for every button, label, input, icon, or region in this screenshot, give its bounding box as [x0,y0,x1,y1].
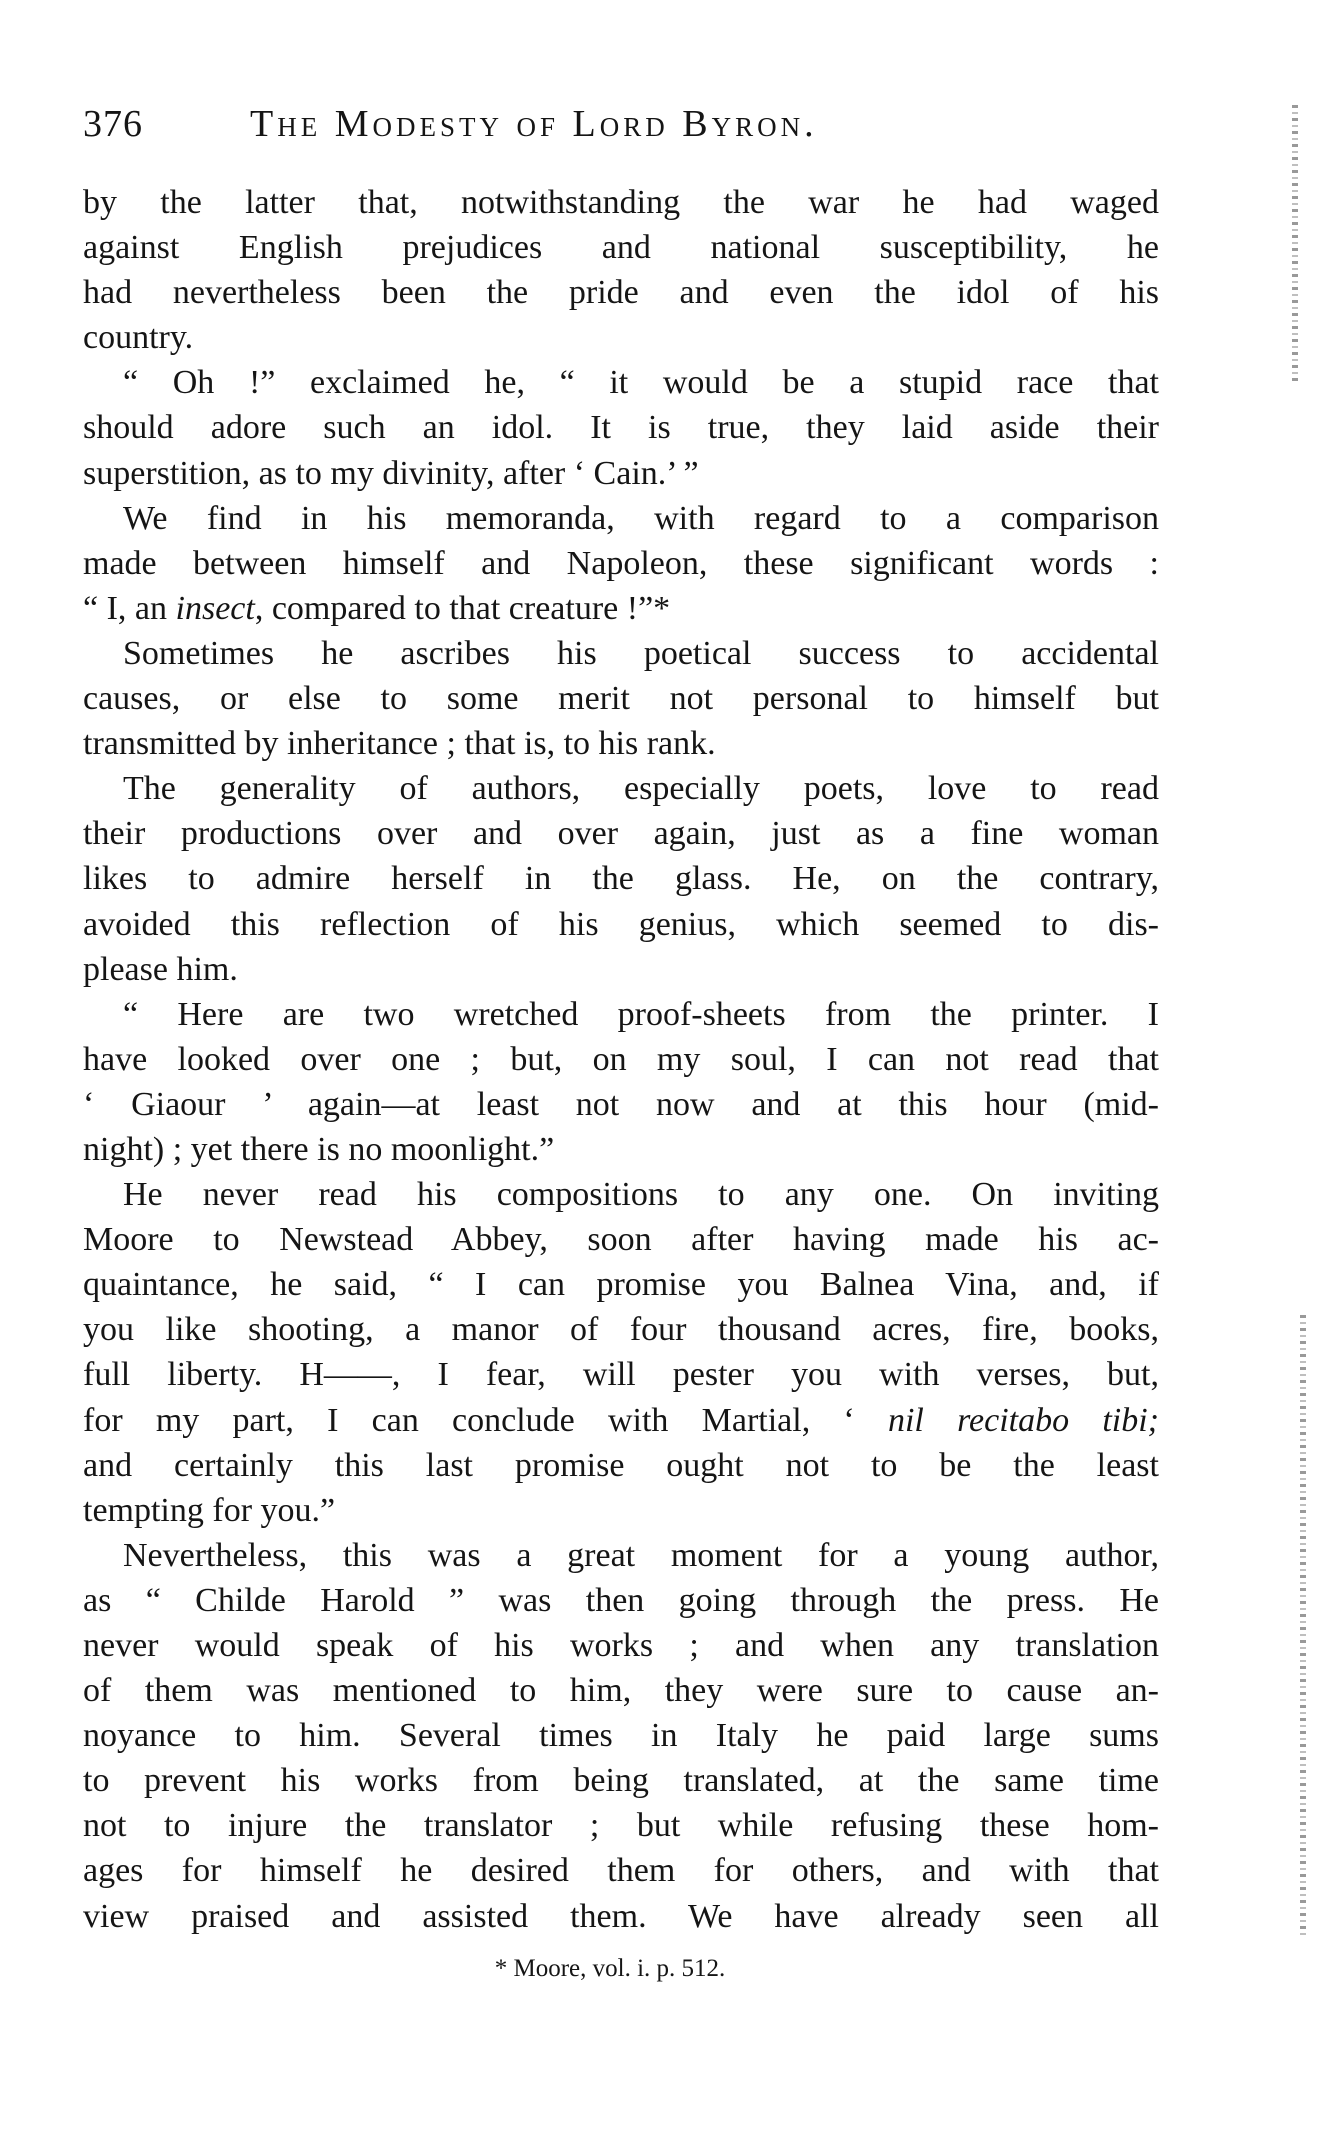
text-line [83,315,1159,360]
footnote: * Moore, vol. i. p. 512. [494,1955,726,1982]
text-segment: by the latter that, notwithstanding the war he had waged [83,184,1159,221]
text-segment: made between himself and Napoleon, these significant words : [83,544,1159,582]
text-segment: ‘ Giaour ’ again—at least not now and at this hour (mid- [83,1085,1159,1123]
text-line [83,1848,1159,1893]
text-segment: noyance to him. Several times in Italy he paid large sums [83,1717,1159,1755]
text-line [83,586,1159,631]
text-line [83,721,1159,766]
binding-edge-mark [1300,1315,1306,1935]
text-segment: for my part, I can conclude with Martial, ‘ [83,1401,888,1439]
text-segment: of them was mentioned to him, they were sure to cause an- [83,1672,1159,1710]
text-segment: should adore such an idol. It is true, they laid aside their [83,409,1159,447]
text-segment: against English prejudices and national susceptibility, he [83,229,1159,267]
text-line [83,1578,1159,1623]
text-line [83,1262,1159,1307]
text-line [83,856,1159,901]
text-segment: have looked over one ; but, on my soul, I can not read that [83,1040,1159,1078]
text-line [83,1352,1159,1397]
text-line [83,1082,1159,1127]
text-segment: , compared to that creature !”* [254,589,671,627]
text-segment: ages for himself he desired them for others, and with that [83,1852,1159,1890]
text-segment: “ Oh !” exclaimed he, “ it would be a stupid race that [123,364,1159,402]
text-segment: avoided this reflection of his genius, which seemed to dis- [83,905,1159,943]
text-segment: “ I, an [83,589,176,627]
text-line [83,1894,1159,1939]
page-number: 376 [83,103,143,145]
text-line [83,496,1159,541]
text-segment: The generality of authors, especially poets, love to read [123,770,1159,808]
text-line [83,631,1159,676]
text-segment: their productions over and over again, just as a fine woman [83,815,1159,853]
text-segment: night) ; yet there is no moonlight.” [83,1130,555,1168]
text-line [83,811,1159,856]
running-title: The Modesty of Lord Byron. [250,103,818,145]
text-segment: please him. [83,950,238,988]
text-segment: transmitted by inheritance ; that is, to his rank. [83,725,716,763]
text-line [83,1668,1159,1713]
text-segment: never would speak of his works ; and when any translation [83,1627,1159,1664]
text-line [83,766,1159,811]
text-segment: Nevertheless, this was a great moment for a young author, [123,1536,1159,1574]
running-header [83,102,1163,152]
text-line [83,1217,1159,1262]
text-segment: view praised and assisted them. We have already seen all [83,1897,1159,1935]
text-segment: likes to admire herself in the glass. He, on the contrary, [83,860,1159,898]
text-line [83,1398,1159,1443]
text-line [83,1307,1159,1352]
body-text [83,180,1159,1939]
text-line [83,1037,1159,1082]
text-segment: quaintance, he said, “ I can promise you Balnea Vina, and, if [83,1266,1159,1304]
text-segment: tempting for you.” [83,1491,336,1529]
text-segment: country. [83,319,194,357]
text-line [83,1533,1159,1578]
text-line [83,270,1159,315]
text-line [83,451,1159,496]
text-line [83,1758,1159,1803]
text-line [83,541,1159,586]
text-segment: had nevertheless been the pride and even the idol of his [83,274,1159,312]
text-line [83,902,1159,947]
text-segment: to prevent his works from being translated, at the same time [83,1762,1159,1800]
text-line [83,1713,1159,1758]
text-segment: causes, or else to some merit not personal to himself but [83,680,1159,718]
text-segment: Sometimes he ascribes his poetical success to accidental [123,634,1159,672]
italic-text: nil recitabo tibi; [887,1401,1159,1439]
text-line [83,1488,1159,1533]
text-line [83,180,1159,225]
text-segment: “ Here are two wretched proof-sheets from the printer. I [123,995,1159,1033]
text-line [83,992,1159,1037]
text-line [83,947,1159,992]
binding-edge-mark [1292,105,1298,385]
text-segment: Moore to Newstead Abbey, soon after having made his ac- [83,1221,1159,1259]
text-line [83,405,1159,450]
text-line [83,360,1159,405]
text-line [83,1803,1159,1848]
text-segment: and certainly this last promise ought not to be the least [83,1446,1159,1484]
text-segment: as “ Childe Harold ” was then going through the press. He [83,1581,1159,1619]
text-segment: you like shooting, a manor of four thousand acres, fire, books, [83,1311,1159,1349]
text-line [83,225,1159,270]
italic-text: insect [175,589,255,627]
text-segment: We find in his memoranda, with regard to a comparison [123,499,1159,537]
text-segment: He never read his compositions to any one. On inviting [123,1176,1159,1214]
text-line [83,1127,1159,1172]
text-line [83,1623,1159,1668]
text-segment: not to injure the translator ; but while refusing these hom- [83,1807,1159,1845]
text-line [83,676,1159,721]
text-segment: superstition, as to my divinity, after ‘ Cain.’ ” [83,454,699,492]
text-line [83,1443,1159,1488]
text-line [83,1172,1159,1217]
text-segment: full liberty. H——, I fear, will pester you with verses, but, [83,1356,1159,1394]
